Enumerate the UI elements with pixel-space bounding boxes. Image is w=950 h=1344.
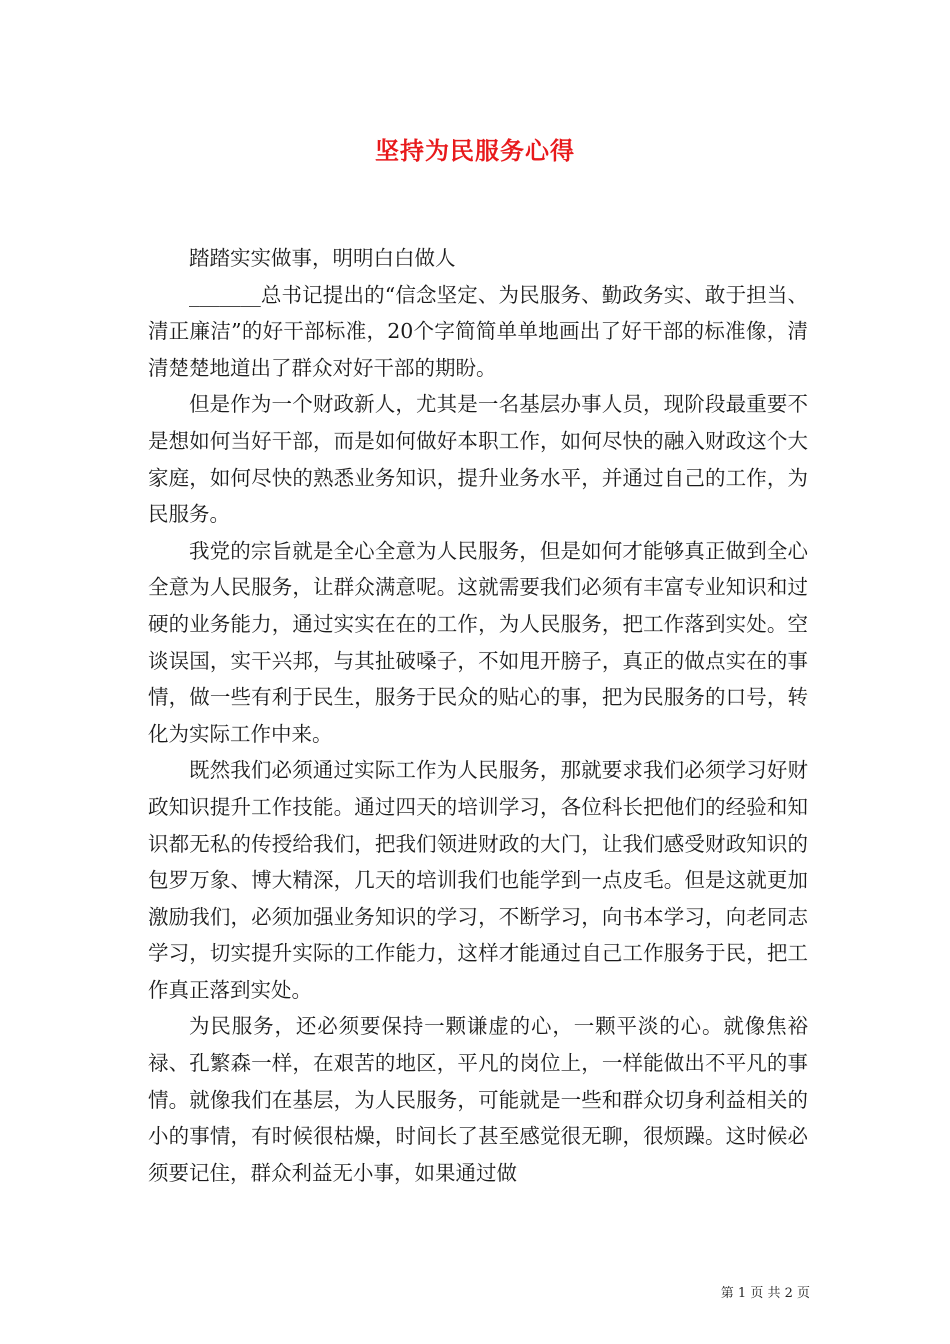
paragraph: 我党的宗旨就是全心全意为人民服务，但是如何才能够真正做到全心全意为人民服务，让群众满意呢。这就需要我们必须有丰富专业知识和过硬的业务能力，通过实实在在的工作，为人民服务，把工作落到实处。空谈误国，实干兴邦，与其扯破嗓子，不如甩开膀子，真正的做点实在的事情，做一些有利于民生，服务于民众的贴心的事，把为民服务的口号，转化为实际工作中来。 — [148, 538, 808, 746]
paragraph: 为民服务，还必须要保持一颗谦虚的心，一颗平淡的心。就像焦裕禄、孔繁森一样，在艰苦的地区，平凡的岗位上，一样能做出不平凡的事情。就像我们在基层，为人民服务，可能就是一些和群众切身利益相关的小的事情，有时候很枯燥，时间长了甚至感觉很无聊，很烦躁。这时候必须要记住，群众利益无小事，如果通过做 — [148, 1014, 808, 1185]
document-body — [148, 240, 808, 1191]
paragraph: 既然我们必须通过实际工作为人民服务，那就要求我们必须学习好财政知识提升工作技能。通过四天的培训学习，各位科长把他们的经验和知识都无私的传授给我们，把我们领进财政的大门，让我们感受财政知识的包罗万象、博大精深，几天的培训我们也能学到一点皮毛。但是这就更加激励我们，必须加强业务知识的学习，不断学习，向书本学习，向老同志学习，切实提升实际的工作能力，这样才能通过自己工作服务于民，把工作真正落到实处。 — [148, 758, 808, 1002]
page-title: 坚持为民服务心得 — [375, 136, 575, 165]
page-number-footer: 第 1 页 共 2 页 — [720, 1286, 810, 1301]
paragraph: _______总书记提出的“信念坚定、为民服务、勤政务实、敢于担当、清正廉洁”的好干部标准，20个字简简单单地画出了好干部的标准像，清清楚楚地道出了群众对好干部的期盼。 — [148, 282, 808, 380]
paragraph: 但是作为一个财政新人，尤其是一名基层办事人员，现阶段最重要不是想如何当好干部，而是如何做好本职工作，如何尽快的融入财政这个大家庭，如何尽快的熟悉业务知识，提升业务水平，并通过自己的工作，为民服务。 — [148, 392, 808, 527]
paragraph-subtitle: 踏踏实实做事，明明白白做人 — [189, 246, 456, 270]
